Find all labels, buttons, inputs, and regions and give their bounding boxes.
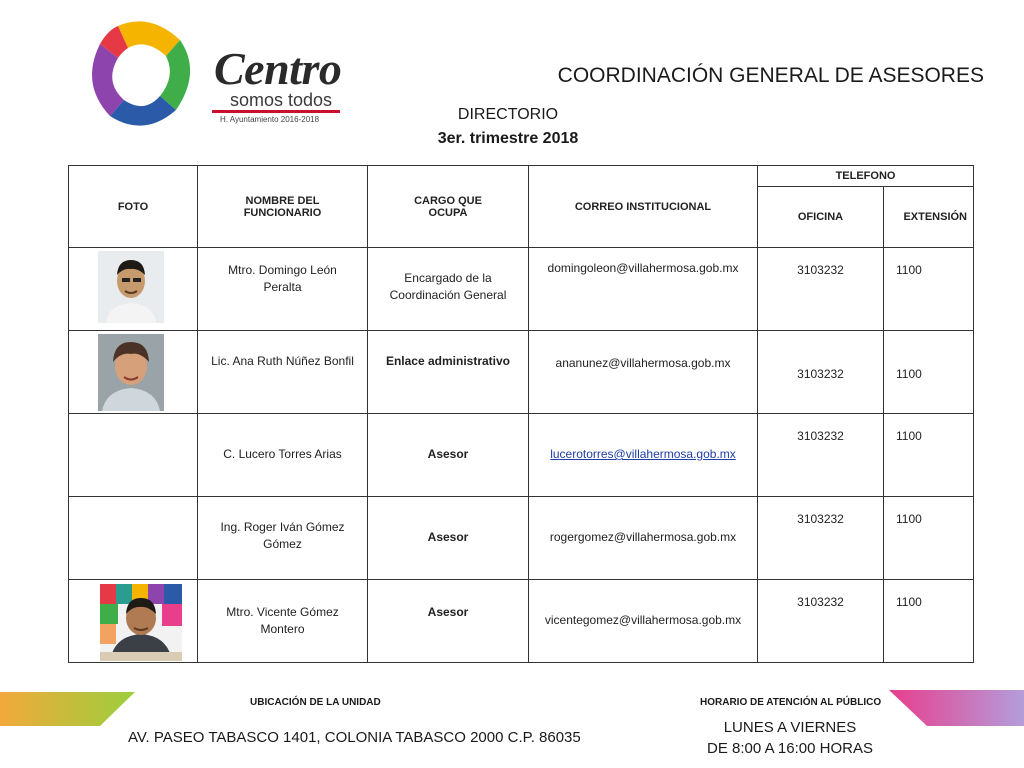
position-cell	[368, 497, 529, 580]
directory-table	[68, 165, 974, 663]
page-title: COORDINACIÓN GENERAL DE ASESORES	[557, 64, 984, 87]
header-position: CARGO QUE OCUPA	[368, 166, 529, 248]
logo-subtext: H. Ayuntamiento 2016-2018	[220, 115, 320, 124]
staff-position: Encargado de la Coordinación General	[389, 271, 507, 303]
office-phone-cell	[758, 248, 884, 331]
hours-days: LUNES A VIERNES	[723, 719, 857, 736]
name-cell	[198, 497, 368, 580]
staff-photo	[98, 334, 164, 411]
staff-photo	[98, 251, 164, 323]
photo-cell	[69, 414, 198, 497]
person-portrait-icon	[98, 334, 164, 411]
staff-email: ananunez@villahermosa.gob.mx	[555, 356, 731, 370]
header-extension: EXTENSIÓN	[884, 187, 974, 248]
staff-position: Enlace administrativo	[385, 354, 511, 368]
hours-time: DE 8:00 A 16:00 HORAS	[707, 740, 873, 757]
office-phone: 3103232	[797, 512, 844, 526]
email-cell	[529, 414, 758, 497]
position-cell	[368, 414, 529, 497]
table-row	[69, 580, 974, 663]
staff-name: C. Lucero Torres Arias	[223, 447, 342, 461]
table-row	[69, 497, 974, 580]
address: AV. PASEO TABASCO 1401, COLONIA TABASCO 2000 C.P. 86035	[128, 729, 581, 746]
location-label: UBICACIÓN DE LA UNIDAD	[250, 697, 381, 708]
header-photo: FOTO	[69, 166, 198, 248]
photo-cell	[69, 497, 198, 580]
email-cell	[529, 497, 758, 580]
office-phone: 3103232	[797, 263, 844, 277]
staff-position: Asesor	[427, 447, 469, 461]
staff-email: rogergomez@villahermosa.gob.mx	[549, 530, 737, 544]
photo-cell	[69, 331, 198, 414]
photo-cell	[69, 248, 198, 331]
person-portrait-icon	[98, 251, 164, 323]
document-title: DIRECTORIO	[457, 106, 559, 123]
phone-extension: 1100	[896, 263, 922, 277]
name-cell	[198, 331, 368, 414]
office-phone-cell	[758, 580, 884, 663]
phone-extension: 1100	[896, 429, 922, 443]
header-email: CORREO INSTITUCIONAL	[529, 166, 758, 248]
staff-email: vicentegomez@villahermosa.gob.mx	[544, 613, 742, 627]
header-office: OFICINA	[758, 187, 884, 248]
logo-tagline: somos todos	[230, 90, 333, 110]
phone-extension: 1100	[896, 595, 922, 609]
footer-band-left	[0, 692, 135, 726]
name-cell	[198, 414, 368, 497]
office-phone-cell	[758, 414, 884, 497]
email-cell	[529, 248, 758, 331]
position-cell	[368, 580, 529, 663]
extension-cell	[884, 580, 974, 663]
office-phone: 3103232	[797, 367, 844, 381]
extension-cell	[884, 248, 974, 331]
staff-name: Mtro. Domingo León Peralta	[228, 263, 337, 295]
staff-email-link[interactable]: lucerotorres@villahermosa.gob.mx	[550, 447, 736, 461]
office-phone: 3103232	[797, 429, 844, 443]
office-phone: 3103232	[797, 595, 844, 609]
extension-cell	[884, 497, 974, 580]
logo-wordmark: Centro	[214, 43, 342, 94]
staff-email: domingoleon@villahermosa.gob.mx	[547, 261, 739, 275]
table-header-row	[69, 166, 974, 187]
photo-cell	[69, 580, 198, 663]
extension-cell	[884, 331, 974, 414]
header-name: NOMBRE DEL FUNCIONARIO	[198, 166, 368, 248]
footer-band-right	[889, 690, 1024, 726]
staff-photo	[100, 584, 182, 661]
hours-label: HORARIO DE ATENCIÓN AL PÚBLICO	[700, 697, 882, 708]
table-row	[69, 414, 974, 497]
staff-position: Asesor	[427, 530, 469, 544]
header-phone: TELEFONO	[758, 166, 974, 187]
staff-name: Ing. Roger Iván Gómez Gómez	[220, 520, 345, 552]
office-phone-cell	[758, 497, 884, 580]
staff-name: Lic. Ana Ruth Núñez Bonfil	[211, 354, 354, 368]
position-cell	[368, 248, 529, 331]
extension-cell	[884, 414, 974, 497]
email-cell	[529, 580, 758, 663]
document-subtitle: 3er. trimestre 2018	[437, 130, 579, 147]
table-row	[69, 248, 974, 331]
name-cell	[198, 248, 368, 331]
table-row	[69, 331, 974, 414]
email-cell	[529, 331, 758, 414]
name-cell	[198, 580, 368, 663]
phone-extension: 1100	[896, 512, 922, 526]
office-phone-cell	[758, 331, 884, 414]
person-portrait-icon	[100, 584, 182, 661]
staff-position: Asesor	[427, 605, 469, 619]
staff-name: Mtro. Vicente Gómez Montero	[226, 605, 339, 637]
position-cell	[368, 331, 529, 414]
office-hours	[700, 717, 880, 759]
phone-extension: 1100	[896, 367, 922, 381]
